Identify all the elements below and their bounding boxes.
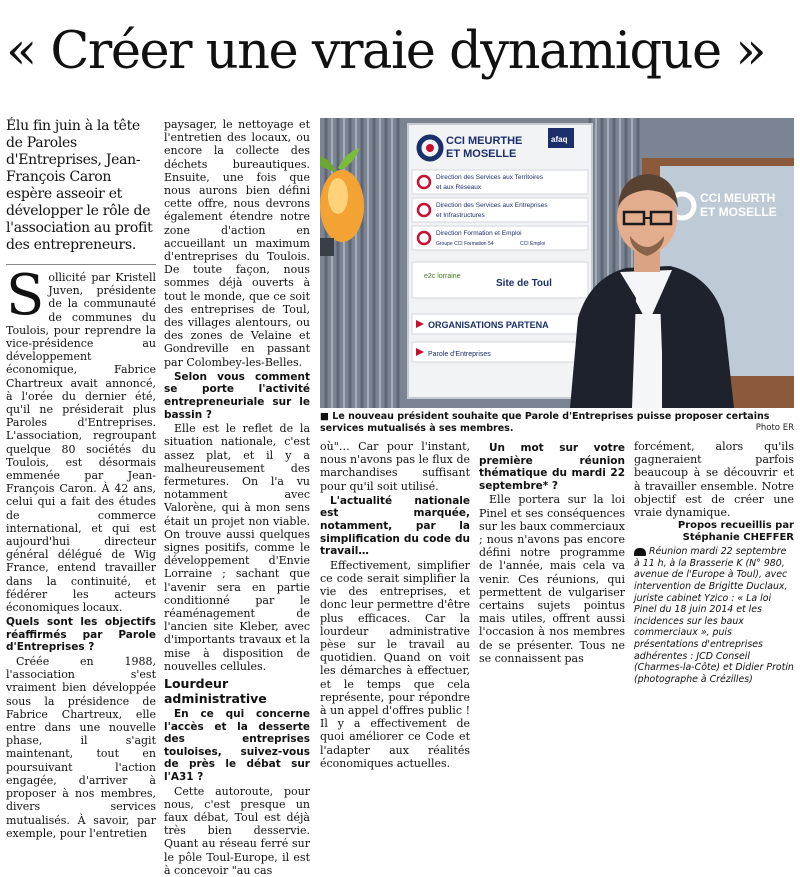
info-box <box>634 546 794 685</box>
headline: « Créer une vraie dynamique » <box>6 22 766 81</box>
sign-row-3-sub-2: CCI Emploi <box>520 241 546 247</box>
answer-3-continued: où"… Car pour l'instant, nous n'avons pas le flux de marchandises suffisant pour qu'il soit utilisé. <box>320 440 470 493</box>
lead-text: ollicité par Kristell Juven, présidente de la communauté de communes du Toulois, pour reprendre la vice-présidence au développement économique, Fabrice Chartreux avait annoncé, à l'orée du dernier été, qu'il ne présiderait plus Paroles d'Entreprises. L'association, regroupant quelque 80 sociétés du Toulois, est désormais emmenée par Jean-François Caron. À 42 ans, celui qui a fait des études de commerce international, et qui est aujourd'hui directeur général délégué de Wig France, entend travailler dans la continuité, et fédérer les acteurs économiques locaux. <box>6 271 156 615</box>
photo-illustration <box>320 118 794 408</box>
question-5: Un mot sur votre première réunion thématique du mardi 22 septembre* ? <box>479 442 625 492</box>
sign-paroles: Parole d'Entreprises <box>428 351 491 358</box>
answer-2: Elle est le reflet de la situation nationale, c'est assez plat, et il y a malheureusement des fermetures. On l'a vu notamment avec Valorène, qui à mon sens était un projet non viable. On trouve aussi quelques signes positifs, comme le développement d'Envie Lorraine ; sachant que l'avenir sera en partie conditionné par le réaménagement de l'ancien site Kleber, avec d'importants travaux et la mise à disposition de nouvelles cellules. <box>164 422 310 673</box>
answer-1-continued: paysager, le nettoyage et l'entretien des locaux, ou encore la collecte des déchets bureautiques. Ensuite, une fois que nous aurons bien défini cette offre, nous devrons également étendre notre zone d'action en accueillant un maximum d'entreprises du Toulois. De toute façon, nous sommes déjà ouverts à tout le monde, que ce soit des entreprises de Toul, des villages alentours, ou des zones de Velaine et Gondreville en passant par Colombey-les-Belles. <box>164 118 310 369</box>
phone-icon <box>634 548 646 556</box>
column-4 <box>479 440 625 666</box>
sign-e2c: e2c lorraine <box>424 273 461 280</box>
window-text-2: ET MOSELLE <box>700 205 777 219</box>
answer-4: Effectivement, simplifier ce code serait simplifier la vie des entreprises, et donc leur permettre d'être plus efficaces. Car la lourdeur administrative pèse sur le travail au quotidien. Quand on voit les démarches à effectuer, et le temps que cela représente, pour répondre à un appel d'offres public ! Il y a effectivement de quoi améliorer ce Code et l'adapter aux réalités économiques actuelles. <box>320 558 470 770</box>
answer-3: Cette autoroute, pour nous, c'est presque un faux débat, Toul est déjà très bien desservie. Quant au réseau ferré sur le pôle Toul-Europe, il est à concevoir "au cas <box>164 784 310 877</box>
info-box-text: Réunion mardi 22 septembre à 11 h, à la Brasserie K (N° 980, avenue de l'Europe à Toul), avec intervention de Brigitte Duclaux, juriste cabinet Yzico : « La loi Pinel du 18 juin 2014 et les incidences sur les baux commerciaux », puis présentations d'entreprises adhérentes : JCD Conseil (Charmes-la-Côte) et Didier Protin (photographe à Crézilles) <box>634 546 794 685</box>
photo-credit: Photo ER <box>755 423 794 433</box>
question-1: Quels sont les objectifs réaffirmés par Parole d'Entreprises ? <box>6 616 156 654</box>
photo-president <box>320 118 794 408</box>
dropcap: S <box>6 263 45 328</box>
answer-1: Créée en 1988, l'association s'est vraiment bien développée sous la présidence de Fabrice Chartreux, elle entre dans une nouvelle phase, il s'agit maintenant, tout en poursuivant l'action engagée, d'arriver à proposer à nos membres, divers services mutualisés. À savoir, par exemple, pour l'entretien <box>6 655 156 840</box>
column-2 <box>164 118 310 877</box>
question-2: Selon vous comment se porte l'activité entrepreneuriale sur le bassin ? <box>164 370 310 421</box>
answer-5-continued: forcément, alors qu'ils gagneraient parfois beaucoup à se découvrir et à travailler ensemble. Notre objectif est de créer une vraie dynamique. <box>634 440 794 520</box>
sign-logo-line-1: CCI MEURTHE <box>446 135 523 147</box>
sign-row-2b: et Infrastructures <box>436 212 485 219</box>
sign-logo-line-2: ET MOSELLE <box>446 148 517 160</box>
column-3 <box>320 440 470 770</box>
sign-row-1a: Direction des Services aux Territoires <box>436 174 544 181</box>
standfirst: Élu fin juin à la tête de Paroles d'Entreprises, Jean-François Caron espère asseoir et développer le rôle de l'association au profit des entrepreneurs. <box>6 118 153 253</box>
sign-row-1b: et aux Réseaux <box>436 184 482 191</box>
column-5 <box>634 440 794 685</box>
sign-row-2a: Direction des Services aux Entreprises <box>436 202 548 209</box>
sign-row-3-sub-1: Groupe CCI Formation 54 <box>436 241 494 247</box>
question-4: L'actualité nationale est marquée, notamment, par la simplification du code du travail… <box>320 494 470 558</box>
window-text-1: CCI MEURTH <box>700 191 776 205</box>
answer-5: Elle portera sur la loi Pinel et ses conséquences sur les baux commerciaux ; nous n'avons pas encore défini notre programme de l'année, mais cela va venir. Ces réunions, qui permettent de vulgariser certains sujets pointus mais utiles, offrent aussi l'occasion à nos membres de se présenter. Tous ne se connaissent pas <box>479 493 625 665</box>
afaq-badge: afaq <box>551 135 568 144</box>
subhead-lourdeur: Lourdeur administrative <box>164 676 267 707</box>
column-1 <box>6 118 156 840</box>
lead-paragraph <box>6 263 156 615</box>
signature: Propos recueillis par Stéphanie CHEFFER <box>677 520 794 544</box>
photo-caption: ■ Le nouveau président souhaite que Parole d'Entreprises puisse proposer certains services mutualisés à ses membres. <box>320 411 770 434</box>
sign-site-toul: Site de Toul <box>496 278 552 289</box>
question-3: En ce qui concerne l'accès et la desserte des entreprises touloises, suivez-vous de près le débat sur l'A31 ? <box>164 708 310 784</box>
sign-row-3: Direction Formation et Emploi <box>436 230 522 237</box>
sign-organisations: ORGANISATIONS PARTENA <box>428 320 549 330</box>
